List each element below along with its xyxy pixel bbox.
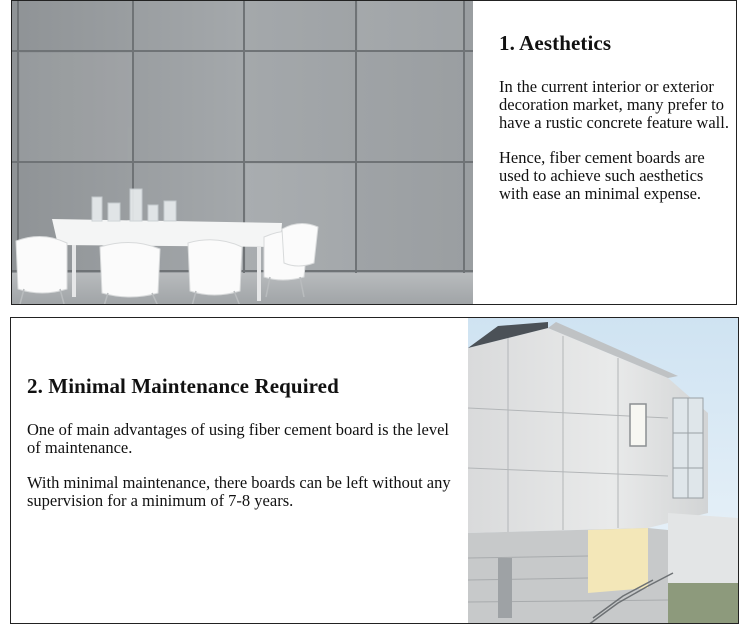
section-title: 1. Aesthetics bbox=[499, 31, 612, 55]
section-paragraph: With minimal maintenance, there boards can be left without any supervision for a minimum of 7-8 years. bbox=[27, 473, 451, 510]
maintenance-section bbox=[10, 317, 739, 624]
section-paragraph: Hence, fiber cement boards are used to achieve such aesthetics with ease an minimal expense. bbox=[499, 148, 705, 203]
section-paragraph: One of main advantages of using fiber cement board is the level of maintenance. bbox=[27, 420, 449, 457]
building-exterior-photo bbox=[468, 318, 738, 623]
maintenance-text bbox=[27, 374, 457, 527]
aesthetics-section bbox=[11, 0, 737, 305]
aesthetics-text bbox=[499, 31, 729, 220]
section-paragraph: In the current interior or exterior decoration market, many prefer to have a rustic concrete feature wall. bbox=[499, 77, 729, 132]
interior-concrete-wall-photo bbox=[12, 1, 473, 304]
section-title: 2. Minimal Maintenance Required bbox=[27, 374, 339, 398]
